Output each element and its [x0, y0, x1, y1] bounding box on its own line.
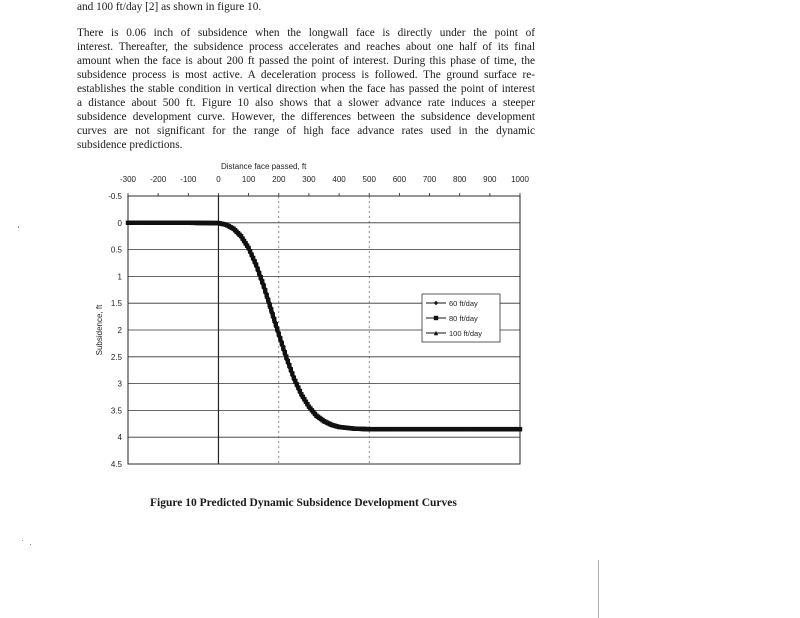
x-tick-label: -200	[150, 175, 167, 184]
legend-entry: 60 ft/day	[449, 299, 478, 308]
y-tick-label: 4	[117, 433, 122, 443]
paragraph-line-5: establishes the stable condition in vertical direction when the face has passed the point of interest	[77, 83, 535, 95]
y-tick-label: 3.5	[110, 406, 122, 416]
paragraph-line-9: subsidence predictions.	[77, 139, 183, 151]
x-tick-label: 1000	[511, 175, 529, 184]
y-tick-label: -0.5	[108, 192, 122, 201]
x-tick-label: 500	[362, 175, 376, 184]
legend-entry: 80 ft/day	[449, 314, 478, 323]
x-tick-label: 300	[302, 175, 316, 184]
x-tick-label: 600	[392, 175, 407, 184]
y-axis-title: Subsidence, ft	[95, 304, 104, 356]
scan-speck	[22, 540, 23, 541]
paragraph-line-4: subsidence process is most active. A deceleration process is followed. The ground surface re-	[77, 69, 535, 81]
x-tick-label: 100	[241, 175, 256, 184]
y-tick-label: 2.5	[110, 352, 122, 362]
y-tick-label: 0	[117, 218, 122, 228]
paragraph-line-1: There is 0.06 inch of subsidence when the longwall face is directly under the point of	[77, 27, 535, 39]
y-tick-label: 2	[117, 326, 122, 335]
paragraph-line-8: curves are not significant for the range of high face advance rates used in the dynamic	[77, 125, 535, 137]
y-tick-label: 1	[117, 272, 122, 282]
paragraph-line-6: a distance about 500 ft. Figure 10 also shows that a slower advance rate induces a steeper	[77, 97, 535, 109]
paragraph-line-7: subsidence development curve. However, the differences between the subsidence development	[77, 111, 535, 123]
legend-marker	[434, 316, 438, 320]
y-tick-label: 0.5	[110, 245, 122, 255]
y-tick-label: 1.5	[110, 299, 122, 309]
x-tick-label: -100	[180, 175, 197, 184]
scan-speck	[18, 226, 19, 228]
scan-speck	[30, 544, 31, 545]
x-tick-label: 800	[453, 175, 467, 184]
legend-entry: 100 ft/day	[449, 329, 482, 338]
y-tick-label: 4.5	[110, 460, 122, 469]
x-axis-title: Distance face passed, ft	[220, 162, 307, 171]
x-tick-label: 700	[422, 175, 437, 184]
x-tick-label: 400	[332, 175, 346, 184]
x-tick-label: 0	[216, 175, 221, 184]
y-tick-label: 3	[117, 379, 122, 389]
figure-caption: Figure 10 Predicted Dynamic Subsidence Development Curves	[150, 497, 457, 509]
paragraph-line-3: amount when the face is about 200 ft passed the point of interest. During this phase of time, the	[77, 55, 535, 67]
scan-edge-line	[598, 560, 599, 618]
x-tick-label: 900	[483, 175, 497, 184]
paragraph-line-2: interest. Thereafter, the subsidence process accelerates and reaches about one half of its final	[77, 41, 535, 53]
text-line-top: and 100 ft/day [2] as shown in figure 10.	[77, 1, 262, 13]
x-tick-label: -300	[119, 175, 137, 184]
x-tick-label: 200	[272, 175, 286, 184]
